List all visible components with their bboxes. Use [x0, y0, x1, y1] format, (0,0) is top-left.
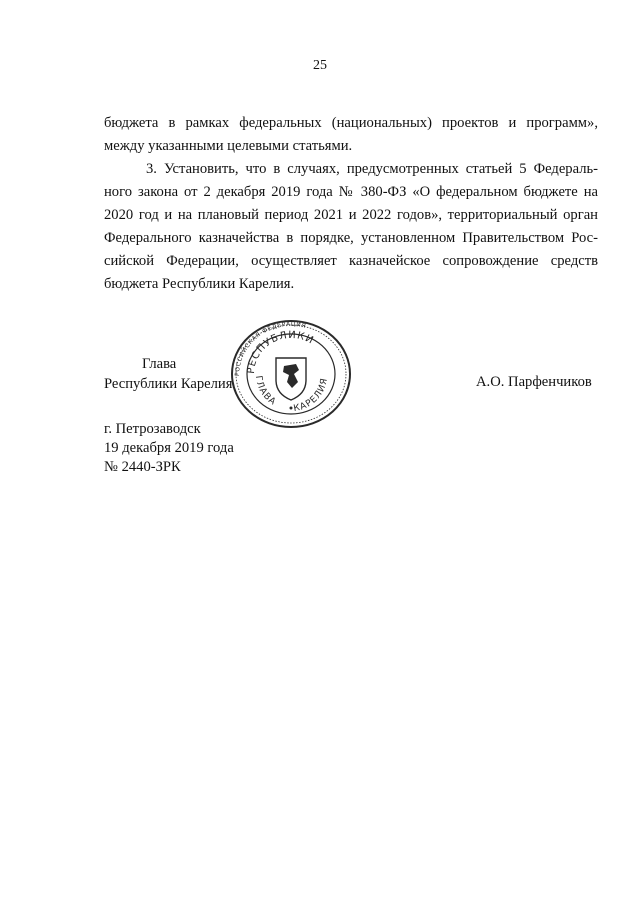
signatory-title-line1: Глава — [142, 356, 177, 372]
signatory-name: А.О. Парфенчиков — [476, 374, 592, 390]
paragraph-line: Федерального казначейства в порядке, установленном Правительством Рос- — [104, 230, 598, 246]
coat-of-arms-icon — [276, 358, 306, 410]
footer-city: г. Петрозаводск — [104, 421, 201, 437]
page-number: 25 — [313, 58, 327, 73]
signatory-title-line2: Республики Карелия — [104, 376, 233, 392]
seal-top-text: РЕСПУБЛИКИ — [245, 329, 316, 375]
paragraph-line: бюджета в рамках федеральных (национальных) проектов и программ», — [104, 115, 598, 131]
svg-text:ГЛАВА — [253, 375, 278, 408]
document-footer — [104, 420, 234, 477]
seal-right-text: КАРЕЛИЯ — [292, 376, 331, 415]
paragraph-item-3 — [104, 158, 598, 296]
paragraph-line: ного закона от 2 декабря 2019 года № 380-ФЗ «О федеральном бюджете на — [104, 184, 598, 200]
official-seal — [226, 318, 356, 428]
paragraph-line: 2020 год и на плановый период 2021 и 2022 годов», территориальный орган — [104, 207, 598, 223]
paragraph-line: 3. Установить, что в случаях, предусмотренных статьей 5 Федераль- — [146, 161, 598, 177]
footer-date: 19 декабря 2019 года — [104, 440, 234, 456]
paragraph-line: между указанными целевыми статьями. — [104, 138, 353, 154]
footer-number: № 2440-ЗРК — [104, 459, 181, 475]
paragraph-line: бюджета Республики Карелия. — [104, 276, 295, 292]
svg-text:РЕСПУБЛИКИ — [246, 330, 316, 374]
paragraph-line: сийской Федерации, осуществляет казначейское сопровождение средств — [104, 253, 598, 269]
seal-left-text: ГЛАВА — [252, 375, 278, 408]
paragraph-continuation — [104, 112, 598, 158]
signatory-title — [104, 354, 232, 394]
seal-outer-text: РОССИЙСКАЯ ФЕДЕРАЦИЯ — [233, 320, 307, 377]
